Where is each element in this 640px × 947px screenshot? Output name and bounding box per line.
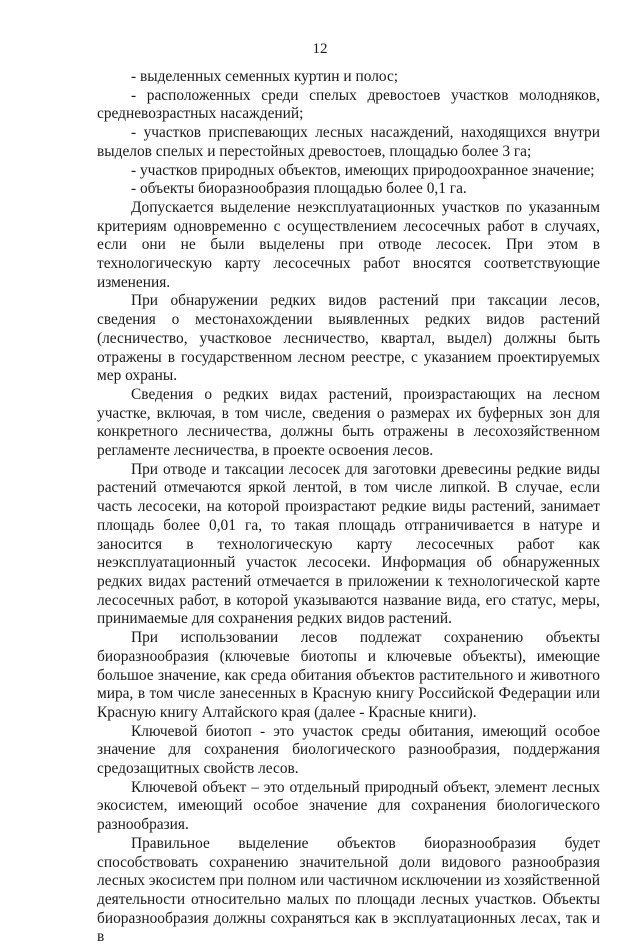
document-body (97, 68, 600, 947)
list-item: - объекты биоразнообразия площадью более 0,1 га. (131, 180, 467, 198)
paragraph: При использовании лесов подлежат сохранению объекты биоразнообразия (ключевые биотопы и ключевые объекты), имеющие большое значение, как среда обитания объектов растительного и животного мира, в том числе занесенных в Красную книгу Российской Федерации или Красную книгу Алтайского края (далее - Красные книги). (97, 629, 600, 721)
list-item: - участков природных объектов, имеющих природоохранное значение; (131, 161, 595, 179)
paragraph: Ключевой объект – это отдельный природный объект, элемент лесных экосистем, имеющий особое значение для сохранения биологического разнообразия. (97, 778, 600, 834)
paragraph: Ключевой биотоп - это участок среды обитания, имеющий особое значение для сохранения биологического разнообразия, поддержания средозащитных свойств лесов. (97, 722, 600, 778)
list-item: - выделенных семенных куртин и полос; (131, 68, 399, 85)
paragraph: При отводе и таксации лесосек для заготовки древесины редкие виды растений отмечаются яркой лентой, в том числе липкой. В случае, если часть лесосеки, на которой произрастают редкие виды растений, занимает площадь более 0,01 га, то такая площадь отграничивается в натуре и заносится в технологическую карту лесосечных работ как неэксплуатационный участок лесосеки. Информация об обнаруженных редких видах растений отмечается в приложении к технологической карте лесосечных работ, в которой указываются название вида, его статус, меры, принимаемые для сохранения редких видов растений. (97, 460, 600, 628)
paragraph: Допускается выделение неэксплуатационных участков по указанным критериям одновременно с осуществлением лесосечных работ в случаях, если они не были выделены при отводе лесосек. При этом в технологическую карту лесосечных работ вносятся соответствующие изменения. (97, 198, 600, 291)
paragraph: Сведения о редких видах растений, произрастающих на лесном участке, включая, в том числе, сведения о размерах их буферных зон для конкретного лесничества, должны быть отражены в лесохозяйственном регламенте лесничества, в проекте освоения лесов. (97, 385, 600, 460)
list-item: - участков приспевающих лесных насаждений, находящихся внутри выделов спелых и перестойных древостоев, площадью более 3 га; (97, 124, 600, 160)
paragraph: Правильное выделение объектов биоразнообразия будет способствовать сохранению значительной доли видового разнообразия лесных экосистем при полном или частичном исключении из хозяйственной деятельности относительно малых по площади лесных участков. Объекты биоразнообразия должны сохраняться как в эксплуатационных лесах, так и в (97, 834, 600, 946)
paragraph: При обнаружении редких видов растений при таксации лесов, сведения о местонахождении выявленных редких видов растений (лесничество, участковое лесничество, квартал, выдел) должны быть отражены в государственном лесном реестре, с указанием проектируемых мер охраны. (97, 292, 600, 385)
list-item: - расположенных среди спелых древостоев участков молодняков, средневозрастных насаждений; (97, 86, 600, 123)
page-number: 12 (312, 41, 328, 57)
